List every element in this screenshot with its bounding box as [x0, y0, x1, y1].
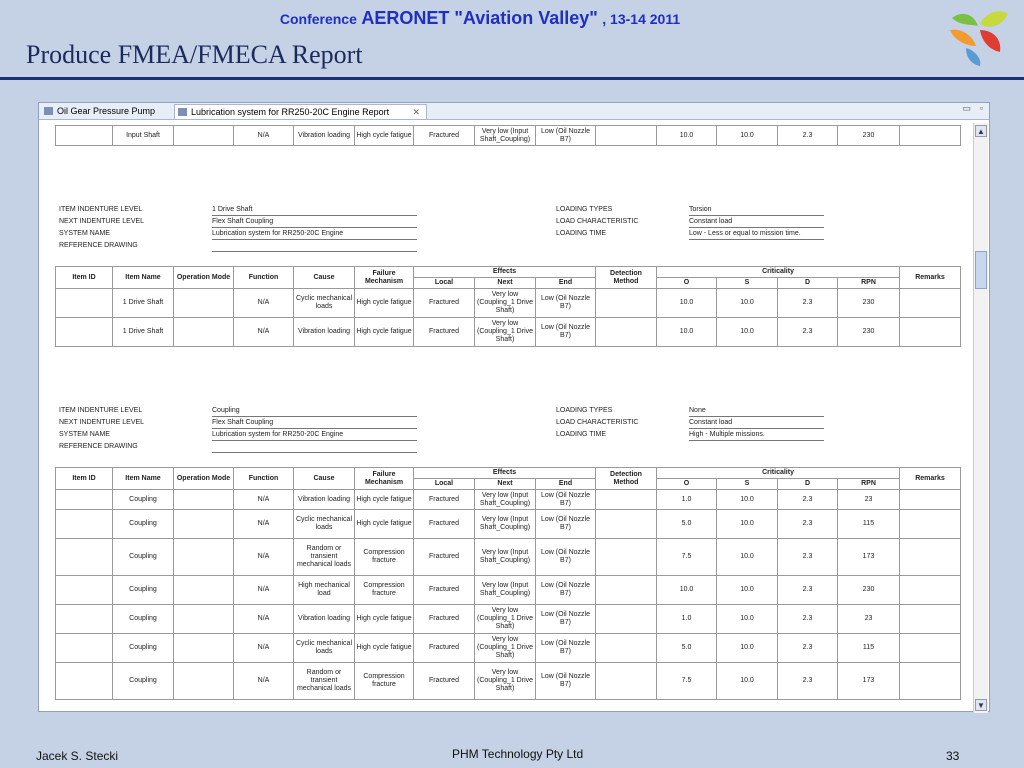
- cell-s: 10.0: [717, 539, 778, 576]
- value-system-name: Lubrication system for RR250-20C Engine: [212, 230, 417, 240]
- cell-remarks: [900, 289, 961, 318]
- cell-remarks: [900, 318, 961, 347]
- cell-rpn: 230: [838, 576, 900, 605]
- cell-failure-mechanism: High cycle fatigue: [355, 510, 414, 539]
- tab-label: Oil Gear Pressure Pump: [57, 106, 156, 116]
- scrollbar-thumb[interactable]: [975, 251, 987, 289]
- header-operation-mode: Operation Mode: [174, 468, 234, 490]
- cell-effect-end: Low (Oil Nozzle B7): [536, 605, 596, 634]
- cell-item-id: [56, 634, 113, 663]
- cell-failure-mechanism: Compression fracture: [355, 663, 414, 700]
- value-reference-drawing: [212, 443, 417, 453]
- cell-item-name: Coupling: [113, 576, 174, 605]
- cell-effect-next: Very low (Coupling_1 Drive Shaft): [475, 663, 536, 700]
- cell-cause: Vibration loading: [294, 490, 355, 510]
- cell-remarks: [900, 510, 961, 539]
- header-next: Next: [475, 479, 536, 490]
- cell-effect-next: Very low (Input Shaft_Coupling): [475, 539, 536, 576]
- cell-remarks: [900, 126, 961, 146]
- cell-effect-end: Low (Oil Nozzle B7): [536, 634, 596, 663]
- cell-o: 5.0: [657, 510, 717, 539]
- cell-cause: Random or transient mechanical loads: [294, 539, 355, 576]
- cell-function: N/A: [234, 605, 294, 634]
- value-item-indenture-level: 1 Drive Shaft: [212, 206, 417, 216]
- cell-failure-mechanism: Compression fracture: [355, 539, 414, 576]
- header-item-name: Item Name: [113, 468, 174, 490]
- cell-effect-next: Very low (Coupling_1 Drive Shaft): [475, 605, 536, 634]
- header-rpn: RPN: [838, 278, 900, 289]
- cell-detection-method: [596, 576, 657, 605]
- cell-d: 2.3: [778, 289, 838, 318]
- cell-effect-end: Low (Oil Nozzle B7): [536, 289, 596, 318]
- cell-effect-local: Fractured: [414, 490, 475, 510]
- header-remarks: Remarks: [900, 267, 961, 289]
- value-load-characteristic: Constant load: [689, 218, 824, 228]
- maximize-icon[interactable]: ▫: [979, 103, 983, 113]
- header-criticality: Criticality: [657, 267, 900, 278]
- cell-s: 10.0: [717, 605, 778, 634]
- header-d: D: [778, 278, 838, 289]
- value-loading-types: None: [689, 407, 824, 417]
- cell-effect-next: Very low (Coupling_1 Drive Shaft): [475, 318, 536, 347]
- editor-tabbar: [39, 103, 989, 120]
- cell-rpn: 115: [838, 634, 900, 663]
- cell-item-name: Coupling: [113, 490, 174, 510]
- cell-function: N/A: [234, 634, 294, 663]
- cell-function: N/A: [234, 126, 294, 146]
- cell-function: N/A: [234, 318, 294, 347]
- cell-s: 10.0: [717, 576, 778, 605]
- cell-cause: Random or transient mechanical loads: [294, 663, 355, 700]
- cell-operation-mode: [174, 605, 234, 634]
- cell-cause: High mechanical load: [294, 576, 355, 605]
- header-end: End: [536, 278, 596, 289]
- cell-effect-next: Very low (Input Shaft_Coupling): [475, 510, 536, 539]
- footer-company: PHM Technology Pty Ltd: [452, 747, 584, 761]
- cell-item-name: Input Shaft: [113, 126, 174, 146]
- cell-s: 10.0: [717, 490, 778, 510]
- cell-effect-local: Fractured: [414, 605, 475, 634]
- conference-dates: , 13-14 2011: [602, 11, 681, 27]
- label-reference-drawing: REFERENCE DRAWING: [59, 443, 138, 450]
- cell-effect-local: Fractured: [414, 510, 475, 539]
- label-load-characteristic: LOAD CHARACTERISTIC: [556, 419, 639, 426]
- header-local: Local: [414, 278, 475, 289]
- cell-item-id: [56, 490, 113, 510]
- cell-rpn: 230: [838, 289, 900, 318]
- cell-remarks: [900, 539, 961, 576]
- scroll-down-icon[interactable]: ▼: [975, 699, 987, 711]
- header-detection-method: Detection Method: [596, 468, 657, 490]
- scroll-up-icon[interactable]: ▲: [975, 125, 987, 137]
- cell-function: N/A: [234, 289, 294, 318]
- header-s: S: [717, 278, 778, 289]
- cell-item-id: [56, 318, 113, 347]
- fmea-table-top: [55, 125, 961, 146]
- cell-cause: Vibration loading: [294, 318, 355, 347]
- header-d: D: [778, 479, 838, 490]
- cell-operation-mode: [174, 510, 234, 539]
- table-row: [56, 539, 961, 576]
- table-row: [56, 126, 961, 146]
- cell-effect-next: Very low (Input Shaft_Coupling): [475, 490, 536, 510]
- cell-effect-end: Low (Oil Nozzle B7): [536, 510, 596, 539]
- cell-failure-mechanism: High cycle fatigue: [355, 490, 414, 510]
- table-row: [56, 289, 961, 318]
- report-window: [38, 102, 990, 712]
- table-row: [56, 634, 961, 663]
- cell-item-id: [56, 510, 113, 539]
- label-system-name: SYSTEM NAME: [59, 431, 110, 438]
- table-row: [56, 510, 961, 539]
- cell-item-id: [56, 289, 113, 318]
- header-rpn: RPN: [838, 479, 900, 490]
- fmea-table-section-1: [55, 266, 961, 347]
- company-logo: [940, 4, 1014, 70]
- cell-remarks: [900, 605, 961, 634]
- label-next-indenture-level: NEXT INDENTURE LEVEL: [59, 419, 145, 426]
- cell-cause: Cyclic mechanical loads: [294, 510, 355, 539]
- cell-item-id: [56, 663, 113, 700]
- cell-rpn: 230: [838, 318, 900, 347]
- label-loading-types: LOADING TYPES: [556, 206, 613, 213]
- cell-o: 10.0: [657, 126, 717, 146]
- cell-failure-mechanism: High cycle fatigue: [355, 634, 414, 663]
- cell-remarks: [900, 663, 961, 700]
- cell-effect-end: Low (Oil Nozzle B7): [536, 126, 596, 146]
- cell-item-name: Coupling: [113, 510, 174, 539]
- cell-operation-mode: [174, 289, 234, 318]
- header-o: O: [657, 278, 717, 289]
- cell-function: N/A: [234, 576, 294, 605]
- label-item-indenture-level: ITEM INDENTURE LEVEL: [59, 206, 143, 213]
- cell-d: 2.3: [778, 663, 838, 700]
- cell-d: 2.3: [778, 576, 838, 605]
- cell-rpn: 115: [838, 510, 900, 539]
- cell-operation-mode: [174, 663, 234, 700]
- cell-o: 7.5: [657, 539, 717, 576]
- header-detection-method: Detection Method: [596, 267, 657, 289]
- minimize-icon[interactable]: ▭: [962, 103, 971, 113]
- value-item-indenture-level: Coupling: [212, 407, 417, 417]
- conference-prefix: Conference: [279, 11, 357, 27]
- cell-o: 10.0: [657, 289, 717, 318]
- cell-item-name: Coupling: [113, 634, 174, 663]
- cell-effect-local: Fractured: [414, 539, 475, 576]
- cell-rpn: 230: [838, 126, 900, 146]
- conference-banner: [0, 8, 960, 29]
- cell-item-name: Coupling: [113, 663, 174, 700]
- cell-cause: Cyclic mechanical loads: [294, 289, 355, 318]
- cell-item-name: Coupling: [113, 539, 174, 576]
- header-effects: Effects: [414, 267, 596, 278]
- cell-detection-method: [596, 634, 657, 663]
- cell-operation-mode: [174, 490, 234, 510]
- cell-d: 2.3: [778, 318, 838, 347]
- value-loading-time: High - Multiple missions.: [689, 431, 824, 441]
- cell-effect-local: Fractured: [414, 663, 475, 700]
- cell-item-name: 1 Drive Shaft: [113, 318, 174, 347]
- cell-effect-local: Fractured: [414, 126, 475, 146]
- cell-cause: Vibration loading: [294, 126, 355, 146]
- cell-cause: Cyclic mechanical loads: [294, 634, 355, 663]
- cell-failure-mechanism: High cycle fatigue: [355, 318, 414, 347]
- header-failure-mechanism: Failure Mechanism: [355, 267, 414, 289]
- cell-detection-method: [596, 663, 657, 700]
- cell-operation-mode: [174, 634, 234, 663]
- cell-o: 10.0: [657, 576, 717, 605]
- value-next-indenture-level: Flex Shaft Coupling: [212, 419, 417, 429]
- cell-d: 2.3: [778, 634, 838, 663]
- header-o: O: [657, 479, 717, 490]
- value-loading-types: Torsion: [689, 206, 824, 216]
- cell-d: 2.3: [778, 605, 838, 634]
- cell-rpn: 23: [838, 605, 900, 634]
- value-next-indenture-level: Flex Shaft Coupling: [212, 218, 417, 228]
- slide-title: Produce FMEA/FMECA Report: [26, 40, 363, 69]
- cell-item-id: [56, 539, 113, 576]
- cell-remarks: [900, 490, 961, 510]
- cell-d: 2.3: [778, 126, 838, 146]
- cell-d: 2.3: [778, 490, 838, 510]
- cell-detection-method: [596, 490, 657, 510]
- cell-o: 1.0: [657, 605, 717, 634]
- cell-cause: Vibration loading: [294, 605, 355, 634]
- cell-item-id: [56, 605, 113, 634]
- header-failure-mechanism: Failure Mechanism: [355, 468, 414, 490]
- cell-rpn: 173: [838, 663, 900, 700]
- header-s: S: [717, 479, 778, 490]
- tab-lubrication-report[interactable]: [174, 104, 427, 119]
- conference-name: AERONET "Aviation Valley": [361, 8, 598, 28]
- close-tab-icon[interactable]: ✕: [412, 107, 420, 117]
- cell-effect-end: Low (Oil Nozzle B7): [536, 539, 596, 576]
- header-local: Local: [414, 479, 475, 490]
- cell-effect-end: Low (Oil Nozzle B7): [536, 576, 596, 605]
- cell-operation-mode: [174, 539, 234, 576]
- header-function: Function: [234, 468, 294, 490]
- header-function: Function: [234, 267, 294, 289]
- cell-detection-method: [596, 539, 657, 576]
- label-system-name: SYSTEM NAME: [59, 230, 110, 237]
- vertical-scrollbar[interactable]: [973, 123, 988, 713]
- label-load-characteristic: LOAD CHARACTERISTIC: [556, 218, 639, 225]
- header-cause: Cause: [294, 267, 355, 289]
- cell-o: 7.5: [657, 663, 717, 700]
- cell-effect-local: Fractured: [414, 318, 475, 347]
- cell-effect-next: Very low (Coupling_1 Drive Shaft): [475, 289, 536, 318]
- cell-failure-mechanism: Compression fracture: [355, 576, 414, 605]
- cell-function: N/A: [234, 663, 294, 700]
- cell-item-id: [56, 126, 113, 146]
- cell-detection-method: [596, 510, 657, 539]
- table-header: [56, 267, 961, 289]
- table-row: [56, 490, 961, 510]
- report-content: [39, 120, 972, 711]
- table-row: [56, 576, 961, 605]
- fmea-table-section-2: [55, 467, 961, 700]
- cell-effect-local: Fractured: [414, 634, 475, 663]
- header-item-name: Item Name: [113, 267, 174, 289]
- tab-label: Lubrication system for RR250-20C Engine Report: [191, 107, 390, 117]
- header-end: End: [536, 479, 596, 490]
- cell-effect-end: Low (Oil Nozzle B7): [536, 318, 596, 347]
- cell-s: 10.0: [717, 510, 778, 539]
- cell-effect-next: Very low (Input Shaft_Coupling): [475, 576, 536, 605]
- table-row: [56, 663, 961, 700]
- header-operation-mode: Operation Mode: [174, 267, 234, 289]
- cell-s: 10.0: [717, 126, 778, 146]
- cell-operation-mode: [174, 318, 234, 347]
- model-file-icon: [44, 107, 53, 115]
- cell-item-name: 1 Drive Shaft: [113, 289, 174, 318]
- cell-s: 10.0: [717, 289, 778, 318]
- label-next-indenture-level: NEXT INDENTURE LEVEL: [59, 218, 145, 225]
- cell-o: 10.0: [657, 318, 717, 347]
- label-loading-time: LOADING TIME: [556, 230, 607, 237]
- cell-item-name: Coupling: [113, 605, 174, 634]
- cell-s: 10.0: [717, 663, 778, 700]
- cell-function: N/A: [234, 539, 294, 576]
- table-row: [56, 605, 961, 634]
- cell-remarks: [900, 634, 961, 663]
- cell-rpn: 23: [838, 490, 900, 510]
- label-loading-types: LOADING TYPES: [556, 407, 613, 414]
- label-item-indenture-level: ITEM INDENTURE LEVEL: [59, 407, 143, 414]
- cell-detection-method: [596, 289, 657, 318]
- cell-effect-next: Very low (Input Shaft_Coupling): [475, 126, 536, 146]
- cell-effect-end: Low (Oil Nozzle B7): [536, 663, 596, 700]
- cell-function: N/A: [234, 490, 294, 510]
- cell-detection-method: [596, 605, 657, 634]
- report-file-icon: [178, 108, 187, 116]
- cell-detection-method: [596, 126, 657, 146]
- title-rule: [0, 77, 1024, 80]
- cell-failure-mechanism: High cycle fatigue: [355, 605, 414, 634]
- label-loading-time: LOADING TIME: [556, 431, 607, 438]
- cell-detection-method: [596, 318, 657, 347]
- cell-remarks: [900, 576, 961, 605]
- cell-o: 1.0: [657, 490, 717, 510]
- value-reference-drawing: [212, 242, 417, 252]
- cell-o: 5.0: [657, 634, 717, 663]
- cell-d: 2.3: [778, 539, 838, 576]
- cell-effect-next: Very low (Coupling_1 Drive Shaft): [475, 634, 536, 663]
- cell-s: 10.0: [717, 318, 778, 347]
- table-row: [56, 318, 961, 347]
- cell-rpn: 173: [838, 539, 900, 576]
- header-item-id: Item ID: [56, 468, 113, 490]
- tab-oil-gear-pressure-pump[interactable]: [41, 104, 187, 118]
- header-cause: Cause: [294, 468, 355, 490]
- cell-operation-mode: [174, 576, 234, 605]
- cell-effect-local: Fractured: [414, 576, 475, 605]
- cell-effect-end: Low (Oil Nozzle B7): [536, 490, 596, 510]
- cell-function: N/A: [234, 510, 294, 539]
- cell-item-id: [56, 576, 113, 605]
- cell-s: 10.0: [717, 634, 778, 663]
- footer-author: Jacek S. Stecki: [36, 749, 119, 763]
- cell-d: 2.3: [778, 510, 838, 539]
- cell-operation-mode: [174, 126, 234, 146]
- label-reference-drawing: REFERENCE DRAWING: [59, 242, 138, 249]
- cell-failure-mechanism: High cycle fatigue: [355, 289, 414, 318]
- header-effects: Effects: [414, 468, 596, 479]
- header-next: Next: [475, 278, 536, 289]
- value-system-name: Lubrication system for RR250-20C Engine: [212, 431, 417, 441]
- value-load-characteristic: Constant load: [689, 419, 824, 429]
- header-remarks: Remarks: [900, 468, 961, 490]
- table-header: [56, 468, 961, 490]
- cell-effect-local: Fractured: [414, 289, 475, 318]
- header-criticality: Criticality: [657, 468, 900, 479]
- header-item-id: Item ID: [56, 267, 113, 289]
- cell-failure-mechanism: High cycle fatigue: [355, 126, 414, 146]
- value-loading-time: Low - Less or equal to mission time.: [689, 230, 824, 240]
- page-number: 33: [946, 749, 960, 763]
